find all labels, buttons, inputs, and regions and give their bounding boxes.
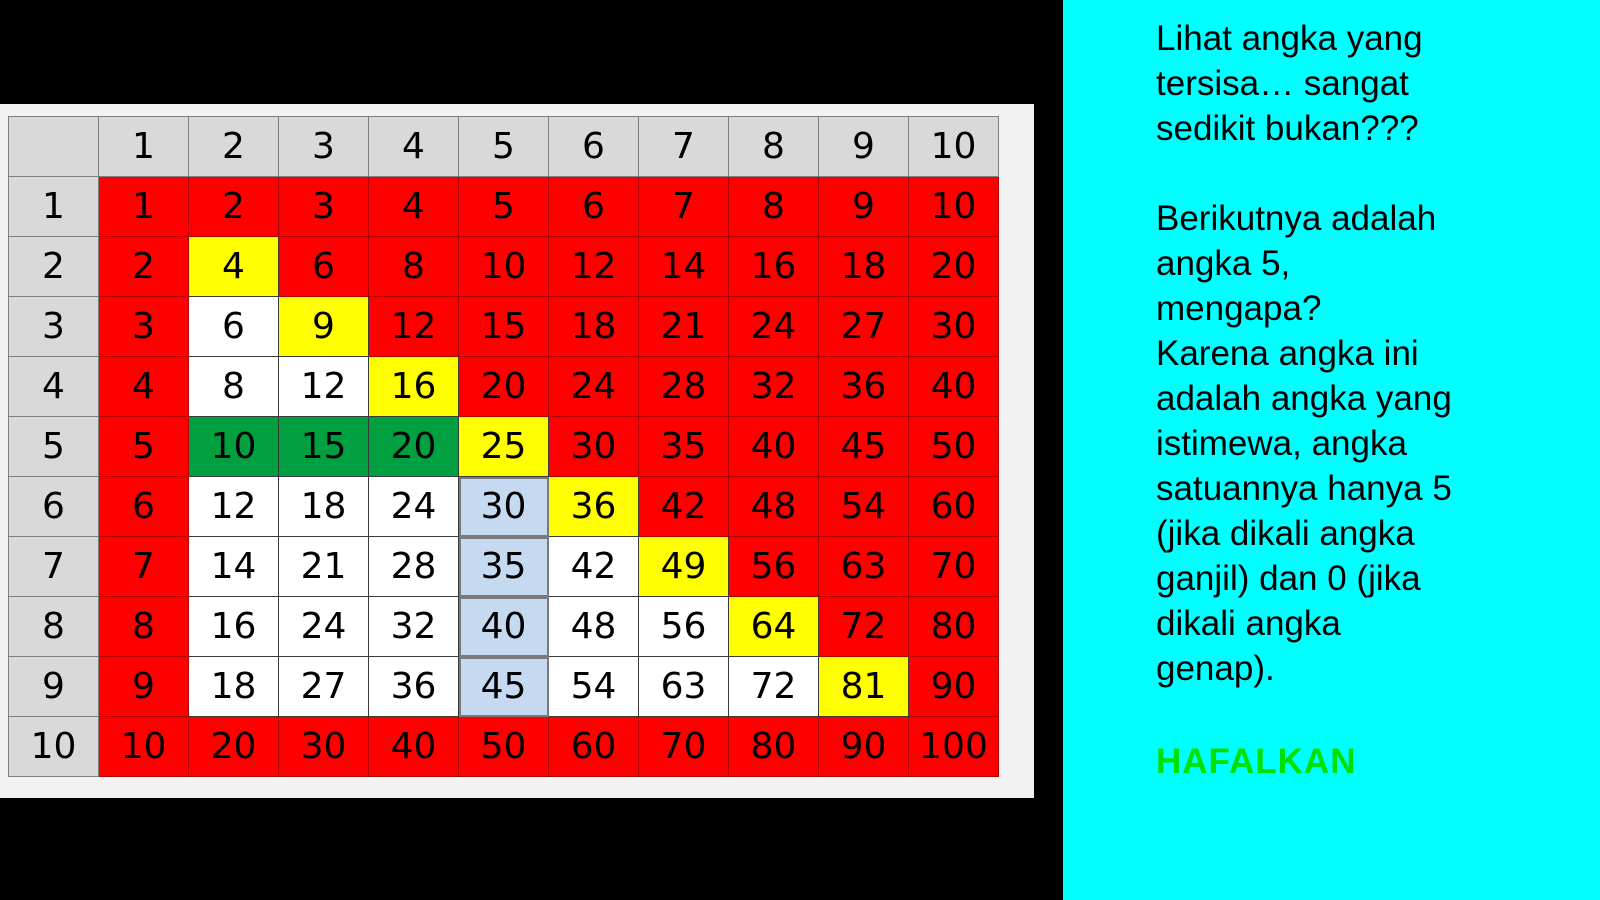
- table-cell[interactable]: 27: [279, 657, 369, 717]
- table-cell[interactable]: 8: [189, 357, 279, 417]
- table-cell[interactable]: 30: [909, 297, 999, 357]
- table-cell[interactable]: 20: [909, 237, 999, 297]
- table-row: [9, 177, 999, 237]
- table-cell[interactable]: 7: [639, 177, 729, 237]
- column-header-3: 3: [279, 117, 369, 177]
- table-cell[interactable]: 5: [99, 417, 189, 477]
- table-cell[interactable]: 8: [369, 237, 459, 297]
- row-header-9: 9: [9, 657, 99, 717]
- column-header-8: 8: [729, 117, 819, 177]
- table-cell[interactable]: 24: [369, 477, 459, 537]
- table-cell[interactable]: 16: [369, 357, 459, 417]
- table-cell[interactable]: 16: [729, 237, 819, 297]
- table-cell[interactable]: 6: [189, 297, 279, 357]
- table-cell[interactable]: 10: [459, 237, 549, 297]
- table-cell[interactable]: 18: [549, 297, 639, 357]
- table-cell[interactable]: 42: [549, 537, 639, 597]
- table-cell[interactable]: 15: [279, 417, 369, 477]
- table-cell[interactable]: 60: [549, 717, 639, 777]
- table-cell[interactable]: 1: [99, 177, 189, 237]
- row-header-4: 4: [9, 357, 99, 417]
- table-cell[interactable]: 40: [369, 717, 459, 777]
- table-cell[interactable]: 18: [189, 657, 279, 717]
- table-cell[interactable]: 9: [819, 177, 909, 237]
- table-cell[interactable]: 6: [549, 177, 639, 237]
- table-cell[interactable]: 80: [909, 597, 999, 657]
- table-row: [9, 477, 999, 537]
- table-cell[interactable]: 21: [279, 537, 369, 597]
- table-cell[interactable]: 48: [729, 477, 819, 537]
- table-cell[interactable]: 12: [549, 237, 639, 297]
- table-cell[interactable]: 16: [189, 597, 279, 657]
- row-header-8: 8: [9, 597, 99, 657]
- multiplication-table: [8, 116, 999, 777]
- table-cell[interactable]: 72: [819, 597, 909, 657]
- table-row: [9, 297, 999, 357]
- table-cell[interactable]: 35: [639, 417, 729, 477]
- table-cell[interactable]: 5: [459, 177, 549, 237]
- table-cell[interactable]: 8: [99, 597, 189, 657]
- table-row: [9, 537, 999, 597]
- table-cell[interactable]: 90: [819, 717, 909, 777]
- row-header-3: 3: [9, 297, 99, 357]
- table-cell[interactable]: 48: [549, 597, 639, 657]
- table-cell[interactable]: 45: [819, 417, 909, 477]
- table-cell[interactable]: 18: [279, 477, 369, 537]
- table-cell[interactable]: 20: [189, 717, 279, 777]
- table-cell[interactable]: 70: [909, 537, 999, 597]
- table-cell[interactable]: 3: [279, 177, 369, 237]
- table-cell[interactable]: 10: [189, 417, 279, 477]
- table-cell[interactable]: 36: [549, 477, 639, 537]
- table-cell[interactable]: 14: [189, 537, 279, 597]
- table-cell[interactable]: 12: [189, 477, 279, 537]
- table-cell[interactable]: 30: [549, 417, 639, 477]
- table-cell[interactable]: 2: [99, 237, 189, 297]
- table-cell[interactable]: 2: [189, 177, 279, 237]
- table-cell[interactable]: 24: [549, 357, 639, 417]
- column-header-10: 10: [909, 117, 999, 177]
- table-cell[interactable]: 50: [909, 417, 999, 477]
- row-header-1: 1: [9, 177, 99, 237]
- table-cell[interactable]: 50: [459, 717, 549, 777]
- table-cell[interactable]: 40: [729, 417, 819, 477]
- table-cell[interactable]: 30: [279, 717, 369, 777]
- table-cell[interactable]: 56: [729, 537, 819, 597]
- column-header-9: 9: [819, 117, 909, 177]
- table-cell[interactable]: 4: [189, 237, 279, 297]
- table-cell[interactable]: 54: [819, 477, 909, 537]
- table-cell[interactable]: 90: [909, 657, 999, 717]
- table-cell[interactable]: 4: [99, 357, 189, 417]
- row-header-2: 2: [9, 237, 99, 297]
- table-cell[interactable]: 12: [369, 297, 459, 357]
- table-cell[interactable]: 3: [99, 297, 189, 357]
- table-cell[interactable]: 6: [99, 477, 189, 537]
- table-cell[interactable]: 49: [639, 537, 729, 597]
- table-cell[interactable]: 18: [819, 237, 909, 297]
- table-cell[interactable]: 28: [639, 357, 729, 417]
- table-cell[interactable]: 15: [459, 297, 549, 357]
- column-header-2: 2: [189, 117, 279, 177]
- table-cell[interactable]: 32: [369, 597, 459, 657]
- explanation-panel: [1063, 0, 1600, 900]
- table-row: [9, 717, 999, 777]
- table-cell[interactable]: 10: [99, 717, 189, 777]
- table-cell[interactable]: 70: [639, 717, 729, 777]
- table-cell[interactable]: 24: [729, 297, 819, 357]
- table-row: [9, 657, 999, 717]
- column-header-7: 7: [639, 117, 729, 177]
- table-cell[interactable]: 28: [369, 537, 459, 597]
- table-cell[interactable]: 63: [819, 537, 909, 597]
- table-cell[interactable]: 40: [459, 597, 549, 657]
- table-cell[interactable]: 36: [369, 657, 459, 717]
- table-cell[interactable]: 32: [729, 357, 819, 417]
- table-cell[interactable]: 9: [99, 657, 189, 717]
- table-cell[interactable]: 42: [639, 477, 729, 537]
- corner-cell: [9, 117, 99, 177]
- row-header-7: 7: [9, 537, 99, 597]
- table-cell[interactable]: 64: [729, 597, 819, 657]
- table-cell[interactable]: 7: [99, 537, 189, 597]
- table-cell[interactable]: 24: [279, 597, 369, 657]
- table-cell[interactable]: 8: [729, 177, 819, 237]
- spreadsheet-area: [0, 104, 1034, 798]
- table-row: [9, 357, 999, 417]
- table-cell[interactable]: 10: [909, 177, 999, 237]
- explanation-text: [1156, 16, 1596, 784]
- table-cell[interactable]: 4: [369, 177, 459, 237]
- table-row: [9, 417, 999, 477]
- table-cell[interactable]: 20: [369, 417, 459, 477]
- table-cell[interactable]: 54: [549, 657, 639, 717]
- table-cell[interactable]: 35: [459, 537, 549, 597]
- column-header-6: 6: [549, 117, 639, 177]
- table-cell[interactable]: 6: [279, 237, 369, 297]
- memorize-label: HAFALKAN: [1156, 742, 1357, 781]
- column-header-1: 1: [99, 117, 189, 177]
- table-cell[interactable]: 30: [459, 477, 549, 537]
- row-header-5: 5: [9, 417, 99, 477]
- table-cell[interactable]: 63: [639, 657, 729, 717]
- table-cell[interactable]: 60: [909, 477, 999, 537]
- table-cell[interactable]: 21: [639, 297, 729, 357]
- table-cell[interactable]: 27: [819, 297, 909, 357]
- table-cell[interactable]: 36: [819, 357, 909, 417]
- header-row: [9, 117, 999, 177]
- table-cell[interactable]: 72: [729, 657, 819, 717]
- column-header-5: 5: [459, 117, 549, 177]
- table-row: [9, 597, 999, 657]
- intro-paragraph: Lihat angka yang tersisa… sangat sedikit bukan???: [1156, 19, 1423, 148]
- row-header-6: 6: [9, 477, 99, 537]
- table-cell[interactable]: 14: [639, 237, 729, 297]
- table-cell[interactable]: 9: [279, 297, 369, 357]
- table-cell[interactable]: 100: [909, 717, 999, 777]
- table-cell[interactable]: 40: [909, 357, 999, 417]
- table-cell[interactable]: 81: [819, 657, 909, 717]
- table-cell[interactable]: 20: [459, 357, 549, 417]
- explanation-paragraph: Berikutnya adalah angka 5, mengapa? Karena angka ini adalah angka yang istimewa, angka satuannya hanya 5 (jika dikali angka ganjil) dan 0 (jika dikali angka genap).: [1156, 199, 1452, 688]
- table-cell[interactable]: 25: [459, 417, 549, 477]
- table-cell[interactable]: 12: [279, 357, 369, 417]
- column-header-4: 4: [369, 117, 459, 177]
- table-cell[interactable]: 45: [459, 657, 549, 717]
- row-header-10: 10: [9, 717, 99, 777]
- table-cell[interactable]: 56: [639, 597, 729, 657]
- table-row: [9, 237, 999, 297]
- table-cell[interactable]: 80: [729, 717, 819, 777]
